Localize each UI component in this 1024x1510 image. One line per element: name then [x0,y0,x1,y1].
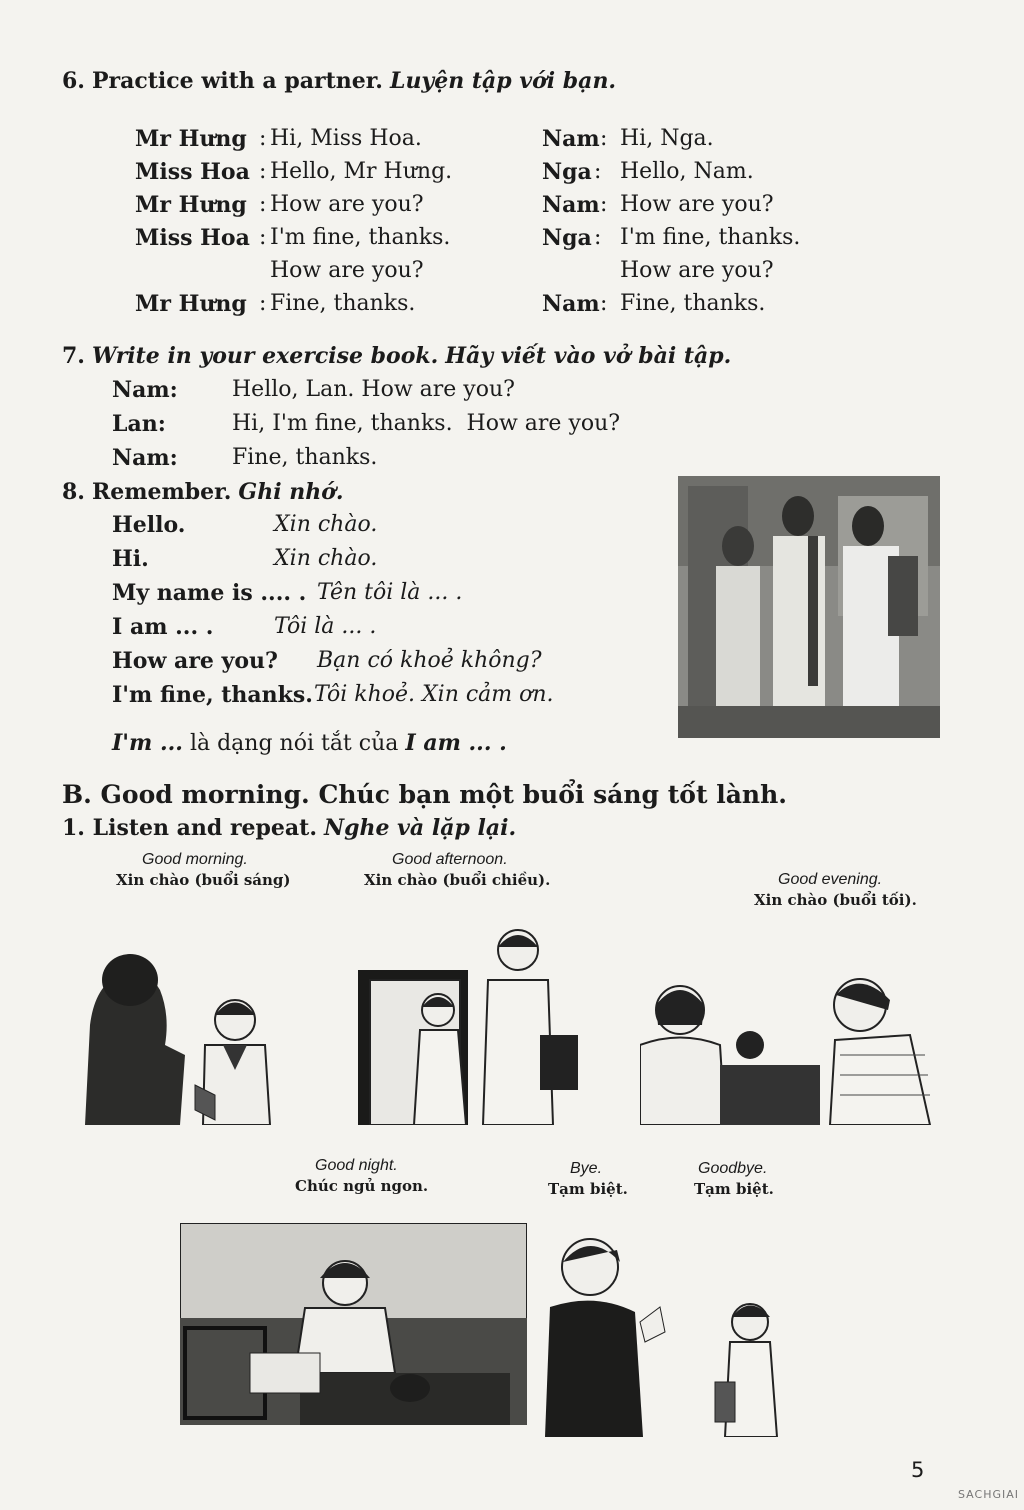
item-en: How are you? [112,648,278,674]
caption-en: Goodbye. [698,1160,768,1177]
illustration-goodbye [545,1232,795,1437]
item-vi: Tên tôi là ... . [317,580,463,605]
ex8-note [112,730,507,756]
speaker: Nga [542,225,592,251]
ex8-title-vi: Ghi nhớ. [238,479,344,505]
caption-vi: Chúc ngủ ngon. [295,1177,429,1195]
item-en: I'm fine, thanks. [112,682,313,708]
ex6-number: 6. [62,68,85,94]
ex6-dialog-right [542,126,801,324]
speaker: Nga [542,159,592,185]
line: How are you? [270,258,424,283]
remember-item [112,580,463,614]
dialog-row [112,445,378,479]
item-vi: Bạn có khoẻ không? [317,648,542,673]
dialog-row [135,258,424,291]
dialog-row: Miss Hoa : I'm fine, thanks. [135,225,451,251]
line: How are you? [620,258,774,283]
item-en: My name is .... . [112,580,307,606]
dialog-row [112,377,515,411]
note-text: là dạng nói tắt của [182,731,406,756]
caption-goodbye [694,1160,774,1198]
ex7-number: 7. [62,343,85,369]
item-vi: Xin chào. [274,512,378,537]
item-en: Hi. [112,546,149,572]
watermark-logo: SACHGIAI [958,1488,1020,1501]
caption-good-evening [754,871,917,909]
speaker: Mr Hưng [135,126,247,152]
remember-item [112,682,554,716]
illustration-good-evening [640,965,945,1125]
speaker: Mr Hưng [135,291,247,317]
ex7-title-en: Write in your exercise book. [91,343,439,369]
dialog-row: Nga : I'm fine, thanks. [542,225,801,251]
ex7-dialog [112,377,621,479]
line: Hi, Nga. [620,126,714,151]
speaker: Nam [542,126,600,152]
illustration-good-afternoon [358,925,608,1125]
speaker: Nam [542,192,600,218]
remember-item [112,546,378,580]
caption-vi: Tạm biệt. [548,1180,628,1198]
speaker: Miss Hoa [135,159,250,185]
speaker: Lan: [112,411,166,437]
caption-good-morning [116,851,291,889]
ex8-number: 8. [62,479,85,505]
item-vi: Xin chào. [274,546,378,571]
line: Hello, Lan. How are you? [232,377,515,402]
caption-bye [548,1160,628,1198]
ex6-dialog-left [135,126,453,324]
ex8-title-en: Remember. [91,479,232,505]
remember-item [112,614,377,648]
item-en: Hello. [112,512,186,538]
dialog-row: Nam : Fine, thanks. [542,291,766,317]
dialog-row: Nam : Hi, Nga. [542,126,714,152]
line: Fine, thanks. [620,291,766,316]
caption-en: Good night. [315,1157,398,1174]
dialog-row: Nam : How are you? [542,192,774,218]
item-vi: Tôi khoẻ. Xin cảm ơn. [314,682,554,707]
ex7-heading [62,343,731,369]
caption-en: Good morning. [142,851,248,868]
ex1-title-en: 1. Listen and repeat. [62,815,317,841]
remember-item [112,648,542,682]
dialog-row: Mr Hưng : Hi, Miss Hoa. [135,126,422,152]
ex6-title-en: Practice with a partner. [91,68,383,94]
dialog-row: Mr Hưng : Fine, thanks. [135,291,416,317]
speaker: Miss Hoa [135,225,250,251]
dialog-row: Mr Hưng : How are you? [135,192,424,218]
note-full-form: I am ... . [405,730,507,756]
page-number: 5 [911,1458,925,1482]
dialog-row: Miss Hoa : Hello, Mr Hưng. [135,159,453,185]
speaker: Nam: [112,445,178,471]
ex1-title-vi: Nghe và lặp lại. [324,815,517,841]
line: Fine, thanks. [270,291,416,316]
line: I'm fine, thanks. [270,225,451,250]
section-b-title: B. Good morning. Chúc bạn một buổi sáng tốt lành. [62,780,787,809]
line: Hi, Miss Hoa. [270,126,422,151]
line: Hello, Nam. [620,159,754,184]
remember-item [112,512,378,546]
caption-vi: Xin chào (buổi sáng) [116,871,291,889]
section-b-ex1 [62,815,516,841]
line: Hello, Mr Hưng. [270,159,453,184]
caption-vi: Xin chào (buổi tối). [754,891,917,909]
note-short-form: I'm ... [112,730,183,756]
caption-en: Good evening. [778,871,883,888]
ex7-title-vi: Hãy viết vào vở bài tập. [445,343,732,369]
speaker: Mr Hưng [135,192,247,218]
caption-en: Bye. [570,1160,603,1177]
dialog-row [542,258,774,291]
line: Fine, thanks. [232,445,378,470]
dialog-row: Nga : Hello, Nam. [542,159,754,185]
line: Hi, I'm fine, thanks. How are you? [232,411,621,436]
ex8-heading [62,479,344,505]
illustration-good-morning [75,935,275,1125]
ex8-list [112,512,554,716]
students-photo [678,476,940,738]
line: I'm fine, thanks. [620,225,801,250]
caption-good-night [295,1157,429,1195]
item-en: I am ... . [112,614,214,640]
caption-en: Good afternoon. [392,851,508,868]
ex6-title-vi: Luyện tập với bạn. [389,68,617,94]
illustration-good-night [180,1223,527,1425]
speaker: Nam [542,291,600,317]
line: How are you? [620,192,774,217]
line: How are you? [270,192,424,217]
dialog-row [112,411,621,445]
ex6-heading [62,68,616,94]
caption-vi: Tạm biệt. [694,1180,774,1198]
item-vi: Tôi là ... . [274,614,377,639]
speaker: Nam: [112,377,178,403]
caption-good-afternoon [364,851,551,889]
caption-vi: Xin chào (buổi chiều). [364,871,551,889]
